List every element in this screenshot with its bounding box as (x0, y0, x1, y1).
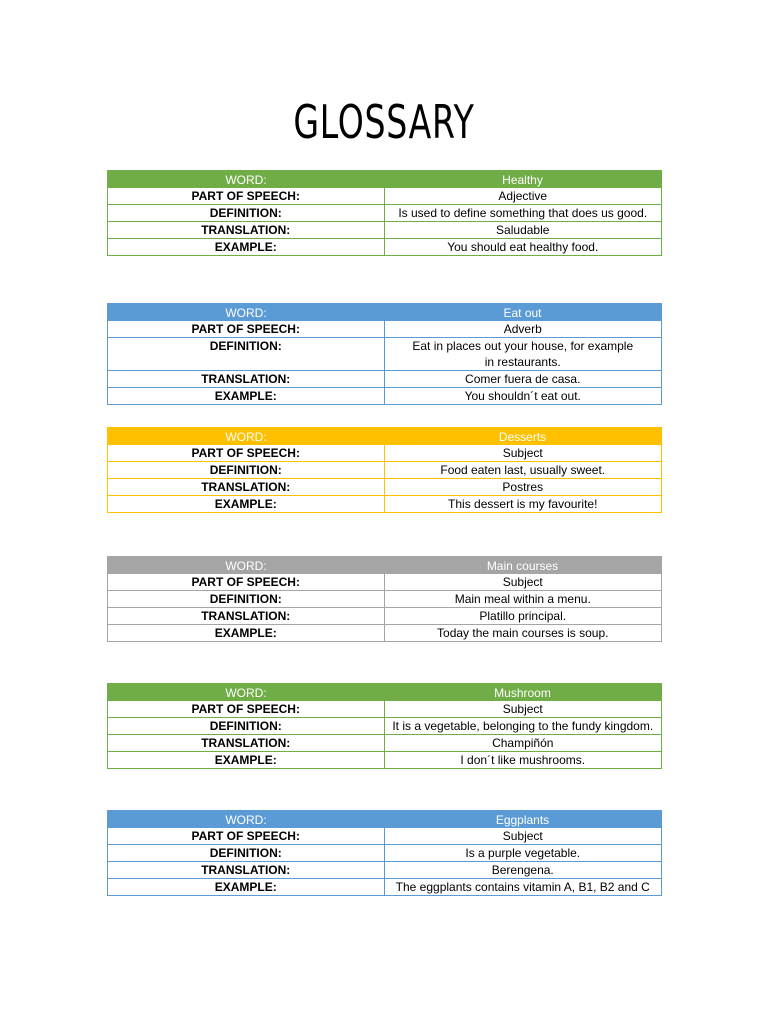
example-value: You should eat healthy food. (384, 239, 662, 256)
word-label: WORD: (108, 428, 385, 446)
word-label: WORD: (108, 171, 385, 189)
word-label: WORD: (108, 811, 385, 829)
example-label: EXAMPLE: (108, 752, 385, 769)
pos-label: PART OF SPEECH: (108, 701, 385, 718)
definition-label: DEFINITION: (108, 591, 385, 608)
definition-label: DEFINITION: (108, 718, 385, 735)
translation-value: Postres (384, 479, 662, 496)
glossary-entry-desserts (107, 427, 662, 513)
pos-value: Subject (384, 701, 662, 718)
translation-label: TRANSLATION: (108, 735, 385, 752)
example-value: I don´t like mushrooms. (384, 752, 662, 769)
example-label: EXAMPLE: (108, 388, 385, 405)
pos-value: Subject (384, 828, 662, 845)
example-value: You shouldn´t eat out. (384, 388, 662, 405)
word-label: WORD: (108, 557, 385, 575)
translation-value: Saludable (384, 222, 662, 239)
glossary-entry-main-courses (107, 556, 662, 642)
word-value: Desserts (384, 428, 662, 446)
pos-value: Subject (384, 574, 662, 591)
definition-value: Is a purple vegetable. (384, 845, 662, 862)
pos-value: Adverb (384, 321, 662, 338)
translation-value: Berengena. (384, 862, 662, 879)
pos-label: PART OF SPEECH: (108, 188, 385, 205)
word-value: Mushroom (384, 684, 662, 702)
definition-value: It is a vegetable, belonging to the fundy kingdom. (384, 718, 662, 735)
word-value: Eat out (384, 304, 662, 322)
translation-label: TRANSLATION: (108, 222, 385, 239)
pos-value: Adjective (384, 188, 662, 205)
definition-label: DEFINITION: (108, 462, 385, 479)
pos-label: PART OF SPEECH: (108, 574, 385, 591)
translation-value: Comer fuera de casa. (384, 371, 662, 388)
definition-value: Food eaten last, usually sweet. (384, 462, 662, 479)
pos-label: PART OF SPEECH: (108, 321, 385, 338)
definition-value: Is used to define something that does us good. (384, 205, 662, 222)
glossary-entry-eat-out (107, 303, 662, 405)
word-label: WORD: (108, 304, 385, 322)
definition-value: Eat in places out your house, for example in restaurants. (384, 338, 662, 371)
example-label: EXAMPLE: (108, 496, 385, 513)
word-value: Main courses (384, 557, 662, 575)
pos-label: PART OF SPEECH: (108, 445, 385, 462)
page-title: GLOSSARY (293, 95, 475, 149)
word-value: Eggplants (384, 811, 662, 829)
word-label: WORD: (108, 684, 385, 702)
translation-value: Champiñón (384, 735, 662, 752)
pos-label: PART OF SPEECH: (108, 828, 385, 845)
pos-value: Subject (384, 445, 662, 462)
glossary-entry-mushroom (107, 683, 662, 769)
example-label: EXAMPLE: (108, 625, 385, 642)
example-label: EXAMPLE: (108, 239, 385, 256)
word-value: Healthy (384, 171, 662, 189)
glossary-entry-healthy (107, 170, 662, 256)
translation-value: Platillo principal. (384, 608, 662, 625)
example-value: The eggplants contains vitamin A, B1, B2 and C (384, 879, 662, 896)
translation-label: TRANSLATION: (108, 479, 385, 496)
definition-label: DEFINITION: (108, 845, 385, 862)
translation-label: TRANSLATION: (108, 862, 385, 879)
translation-label: TRANSLATION: (108, 371, 385, 388)
glossary-entry-eggplants (107, 810, 662, 896)
example-value: This dessert is my favourite! (384, 496, 662, 513)
definition-label: DEFINITION: (108, 338, 385, 371)
translation-label: TRANSLATION: (108, 608, 385, 625)
definition-value: Main meal within a menu. (384, 591, 662, 608)
definition-label: DEFINITION: (108, 205, 385, 222)
example-value: Today the main courses is soup. (384, 625, 662, 642)
example-label: EXAMPLE: (108, 879, 385, 896)
